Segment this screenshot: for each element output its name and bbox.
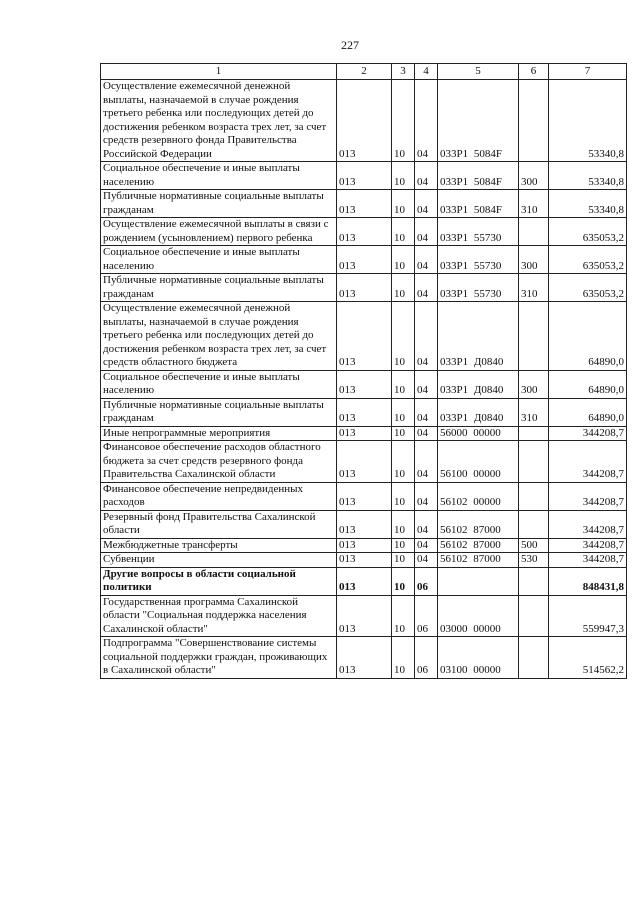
expense-type-code: [519, 426, 549, 441]
amount: 635053,2: [549, 274, 627, 302]
subsection-code: 06: [415, 637, 438, 679]
row-name: Социальное обеспечение и иные выплаты населению: [101, 246, 337, 274]
row-name: Осуществление ежемесячной денежной выплаты, назначаемой в случае рождения третьего ребенка или последующих детей до достижения ребенком возраста трех лет, за счет средств областного бюджета: [101, 302, 337, 371]
row-name: Осуществление ежемесячной выплаты в связи с рождением (усыновлением) первого ребенка: [101, 218, 337, 246]
section-code: 10: [392, 637, 415, 679]
amount: 53340,8: [549, 80, 627, 162]
section-code: 10: [392, 80, 415, 162]
target-article-code: 03000 00000: [438, 595, 519, 637]
section-code: 10: [392, 302, 415, 371]
amount: 64890,0: [549, 398, 627, 426]
row-name: Межбюджетные трансферты: [101, 538, 337, 553]
table-row: [101, 274, 627, 302]
subsection-code: 04: [415, 162, 438, 190]
ministry-code: 013: [337, 370, 392, 398]
amount: 64890,0: [549, 302, 627, 371]
amount: 635053,2: [549, 246, 627, 274]
target-article-code: 033P1 55730: [438, 274, 519, 302]
column-header: 3: [392, 64, 415, 80]
target-article-code: 56102 00000: [438, 482, 519, 510]
ministry-code: 013: [337, 426, 392, 441]
subsection-code: 04: [415, 218, 438, 246]
section-code: 10: [392, 441, 415, 483]
amount: 559947,3: [549, 595, 627, 637]
expense-type-code: 300: [519, 162, 549, 190]
amount: 53340,8: [549, 190, 627, 218]
ministry-code: 013: [337, 190, 392, 218]
row-name: Социальное обеспечение и иные выплаты населению: [101, 370, 337, 398]
subsection-code: 04: [415, 482, 438, 510]
expense-type-code: [519, 80, 549, 162]
subsection-code: 06: [415, 567, 438, 595]
expense-type-code: [519, 595, 549, 637]
section-code: 10: [392, 370, 415, 398]
row-name: Финансовое обеспечение расходов областного бюджета за счет средств резервного фонда Правительства Сахалинской области: [101, 441, 337, 483]
section-code: 10: [392, 398, 415, 426]
expense-type-code: 300: [519, 246, 549, 274]
table-row: [101, 190, 627, 218]
row-name: Иные непрограммные мероприятия: [101, 426, 337, 441]
page-number: 227: [341, 38, 359, 52]
subsection-code: 04: [415, 274, 438, 302]
table-row: [101, 637, 627, 679]
ministry-code: 013: [337, 218, 392, 246]
table-row: [101, 398, 627, 426]
table-row: [101, 595, 627, 637]
amount: 344208,7: [549, 538, 627, 553]
column-header: 7: [549, 64, 627, 80]
section-code: 10: [392, 274, 415, 302]
ministry-code: 013: [337, 538, 392, 553]
row-name: Резервный фонд Правительства Сахалинской области: [101, 510, 337, 538]
ministry-code: 013: [337, 441, 392, 483]
target-article-code: 56102 87000: [438, 553, 519, 568]
row-name: Подпрограмма "Совершенствование системы социальной поддержки граждан, проживающих в Сахалинской области": [101, 637, 337, 679]
table-row: [101, 218, 627, 246]
column-header: 2: [337, 64, 392, 80]
section-code: 10: [392, 162, 415, 190]
table-row: [101, 553, 627, 568]
table-row: [101, 246, 627, 274]
target-article-code: 033P1 Д0840: [438, 370, 519, 398]
table-row: [101, 441, 627, 483]
header-row: [101, 64, 627, 80]
target-article-code: 033P1 5084F: [438, 190, 519, 218]
column-header: 5: [438, 64, 519, 80]
amount: 344208,7: [549, 441, 627, 483]
section-code: 10: [392, 595, 415, 637]
subsection-code: 04: [415, 246, 438, 274]
subsection-code: 04: [415, 538, 438, 553]
amount: 64890,0: [549, 370, 627, 398]
row-name: Государственная программа Сахалинской области "Социальная поддержка населения Сахалинской области": [101, 595, 337, 637]
target-article-code: 033P1 5084F: [438, 80, 519, 162]
expense-type-code: [519, 441, 549, 483]
subsection-code: 04: [415, 553, 438, 568]
expense-type-code: [519, 302, 549, 371]
row-name: Другие вопросы в области социальной политики: [101, 567, 337, 595]
column-header: 1: [101, 64, 337, 80]
target-article-code: 033P1 5084F: [438, 162, 519, 190]
subsection-code: 06: [415, 595, 438, 637]
ministry-code: 013: [337, 637, 392, 679]
row-name: Публичные нормативные социальные выплаты гражданам: [101, 274, 337, 302]
amount: 53340,8: [549, 162, 627, 190]
amount: 514562,2: [549, 637, 627, 679]
expense-type-code: 310: [519, 398, 549, 426]
section-code: 10: [392, 510, 415, 538]
row-name: Осуществление ежемесячной денежной выплаты, назначаемой в случае рождения третьего ребенка или последующих детей до достижения ребенком возраста трех лет, за счет средств резервного фонда Правительства Российской Федерации: [101, 80, 337, 162]
ministry-code: 013: [337, 510, 392, 538]
table-row: [101, 510, 627, 538]
column-header: 6: [519, 64, 549, 80]
subsection-code: 04: [415, 426, 438, 441]
subsection-code: 04: [415, 510, 438, 538]
budget-table: [100, 63, 627, 679]
amount: 344208,7: [549, 426, 627, 441]
target-article-code: 033P1 Д0840: [438, 398, 519, 426]
table-row: [101, 426, 627, 441]
amount: 848431,8: [549, 567, 627, 595]
target-article-code: 56000 00000: [438, 426, 519, 441]
section-code: 10: [392, 190, 415, 218]
target-article-code: 56102 87000: [438, 510, 519, 538]
amount: 344208,7: [549, 553, 627, 568]
table-row: [101, 302, 627, 371]
expense-type-code: [519, 510, 549, 538]
expense-type-code: [519, 567, 549, 595]
subsection-code: 04: [415, 370, 438, 398]
target-article-code: [438, 567, 519, 595]
subsection-code: 04: [415, 190, 438, 218]
section-code: 10: [392, 218, 415, 246]
ministry-code: 013: [337, 162, 392, 190]
subsection-code: 04: [415, 441, 438, 483]
table-row: [101, 370, 627, 398]
expense-type-code: [519, 218, 549, 246]
ministry-code: 013: [337, 567, 392, 595]
expense-type-code: 530: [519, 553, 549, 568]
row-name: Социальное обеспечение и иные выплаты населению: [101, 162, 337, 190]
amount: 344208,7: [549, 510, 627, 538]
section-code: 10: [392, 426, 415, 441]
expense-type-code: 300: [519, 370, 549, 398]
table-row: [101, 162, 627, 190]
subsection-code: 04: [415, 302, 438, 371]
ministry-code: 013: [337, 595, 392, 637]
row-name: Публичные нормативные социальные выплаты гражданам: [101, 398, 337, 426]
row-name: Финансовое обеспечение непредвиденных расходов: [101, 482, 337, 510]
table-row: [101, 567, 627, 595]
target-article-code: 033P1 55730: [438, 218, 519, 246]
amount: 344208,7: [549, 482, 627, 510]
expense-type-code: 500: [519, 538, 549, 553]
ministry-code: 013: [337, 302, 392, 371]
target-article-code: 56100 00000: [438, 441, 519, 483]
section-code: 10: [392, 482, 415, 510]
ministry-code: 013: [337, 482, 392, 510]
ministry-code: 013: [337, 398, 392, 426]
target-article-code: 033P1 55730: [438, 246, 519, 274]
table-row: [101, 80, 627, 162]
section-code: 10: [392, 567, 415, 595]
expense-type-code: [519, 637, 549, 679]
expense-type-code: [519, 482, 549, 510]
subsection-code: 04: [415, 80, 438, 162]
section-code: 10: [392, 553, 415, 568]
table-row: [101, 482, 627, 510]
expense-type-code: 310: [519, 190, 549, 218]
target-article-code: 56102 87000: [438, 538, 519, 553]
amount: 635053,2: [549, 218, 627, 246]
section-code: 10: [392, 538, 415, 553]
column-header: 4: [415, 64, 438, 80]
section-code: 10: [392, 246, 415, 274]
subsection-code: 04: [415, 398, 438, 426]
row-name: Публичные нормативные социальные выплаты гражданам: [101, 190, 337, 218]
ministry-code: 013: [337, 274, 392, 302]
expense-type-code: 310: [519, 274, 549, 302]
ministry-code: 013: [337, 80, 392, 162]
ministry-code: 013: [337, 246, 392, 274]
row-name: Субвенции: [101, 553, 337, 568]
ministry-code: 013: [337, 553, 392, 568]
table-row: [101, 538, 627, 553]
target-article-code: 03100 00000: [438, 637, 519, 679]
target-article-code: 033P1 Д0840: [438, 302, 519, 371]
